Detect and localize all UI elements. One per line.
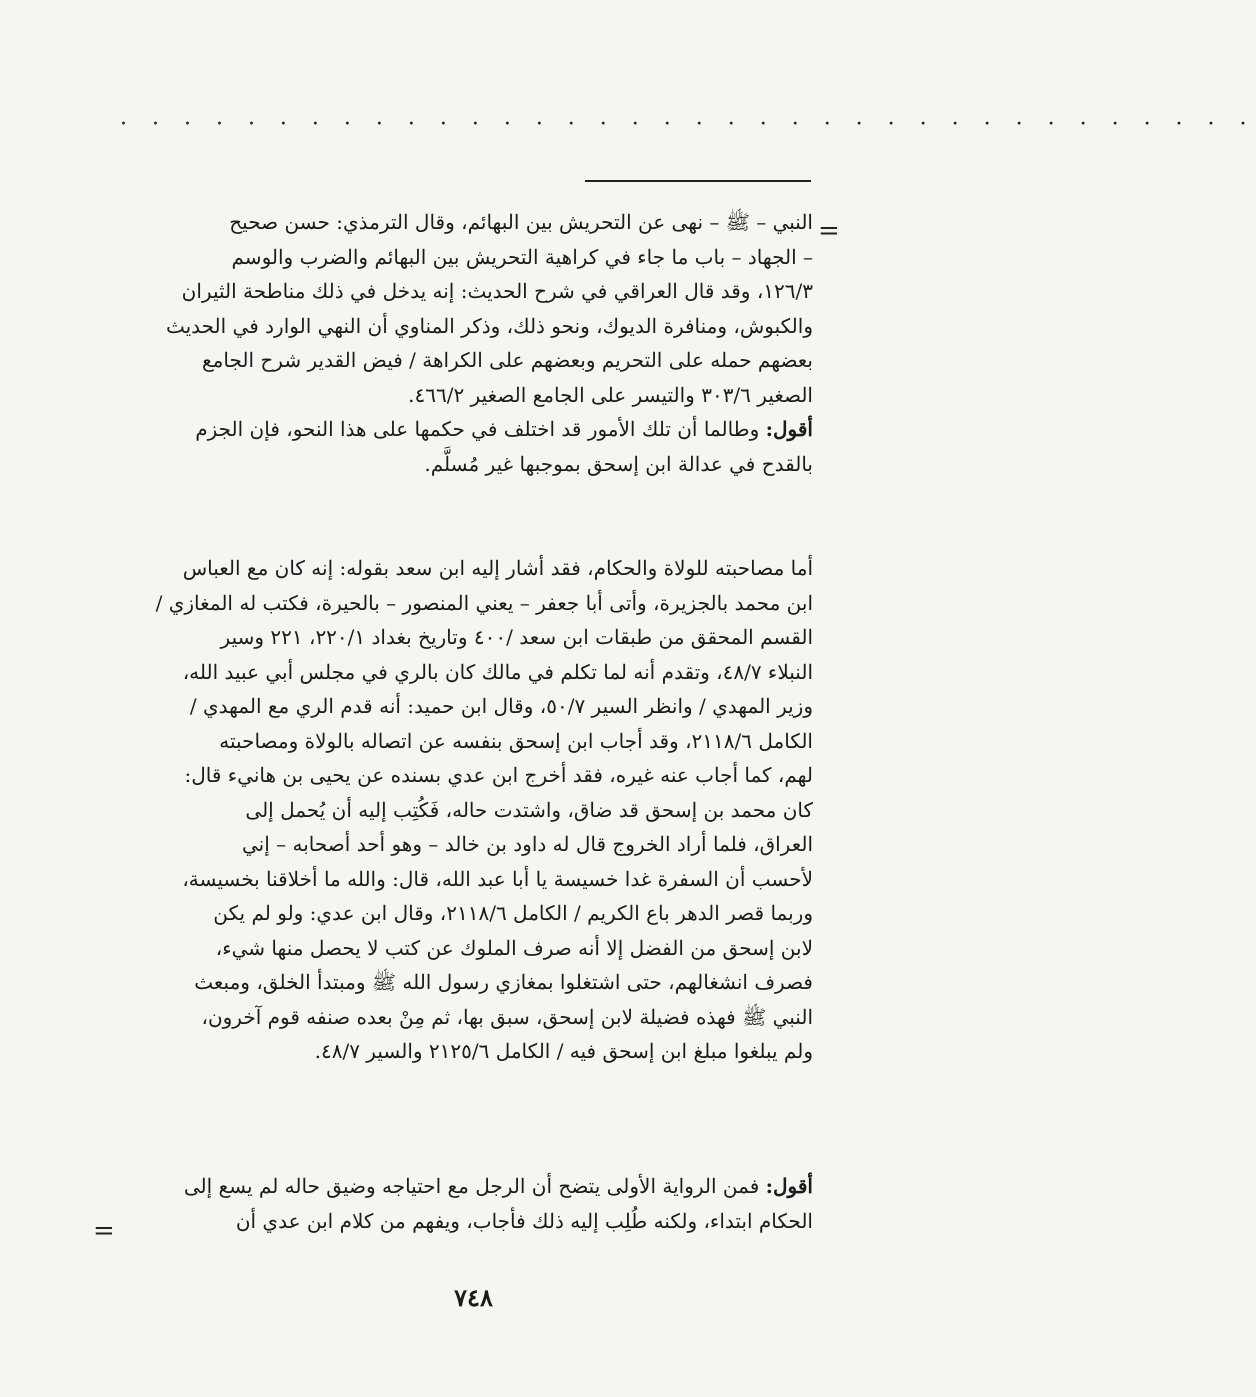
text-line: بالقدح في عدالة ابن إسحق بموجبها غير مُسلَّم.: [424, 451, 813, 476]
text-line: لابن إسحق من الفضل إلا أنه صرف الملوك عن كتب لا يحصل منها شيء،: [215, 935, 813, 960]
footnote-rule: [585, 180, 811, 182]
text-line: النبلاء ٤٨/٧، وتقدم أنه لما تكلم في مالك كان بالري في مجلس أبي عبيد الله،: [182, 659, 813, 684]
text-line: الحكام ابتداء، ولكنه طُلِب إليه ذلك فأجاب، ويفهم من كلام ابن عدي أن: [235, 1208, 813, 1233]
footnote-paragraph-3: [118, 1169, 813, 1238]
text-line: لهم، كما أجاب عنه غيره، فقد أخرج ابن عدي بسنده عن يحيى بن هانيء قال:: [184, 763, 813, 787]
continuation-mark-bottom: =: [93, 1216, 115, 1246]
opinion-text: وطالما أن تلك الأمور قد اختلف في حكمها على هذا النحو، فإن الجزم: [195, 417, 760, 441]
text-line: كان محمد بن إسحق قد ضاق، واشتدت حاله، فَكُتِب إليه أن يُحمل إلى: [245, 797, 813, 822]
text-line: بعضهم حمله على التحريم وبعضهم على الكراهة / فيض القدير شرح الجامع: [202, 348, 813, 372]
text-line: لأحسب أن السفرة غدا خسيسة يا أبا عبد الله، قال: والله ما أخلاقنا بخسيسة،: [182, 866, 813, 891]
text-line: وربما قصر الدهر باع الكريم / الكامل ٢١١٨/٦، وقال ابن عدي: ولو لم يكن: [213, 901, 813, 925]
text-line: النبي ﷺ فهذه فضيلة لابن إسحق، سبق بها، ثم مِنْ بعده صنفه قوم آخرون،: [201, 1004, 813, 1029]
text-line: الكامل ٢١١٨/٦، وقد أجاب ابن إسحق بنفسه عن اتصاله بالولاة ومصاحبته: [219, 728, 813, 753]
text-line: القسم المحقق من طبقات ابن سعد /٤٠٠ وتاريخ بغداد ٢٢٠/١، ٢٢١ وسير: [220, 625, 813, 649]
text-line: – الجهاد – باب ما جاء في كراهية التحريش بين البهائم والضرب والوسم: [231, 244, 813, 269]
text-line: وزير المهدي / وانظر السير ٥٠/٧، وقال ابن حميد: أنه قدم الري مع المهدي /: [189, 694, 813, 718]
opinion-line: [118, 412, 813, 447]
opinion-line: [118, 1169, 813, 1204]
opinion-label: أقول:: [765, 1174, 813, 1198]
opinion-text: فمن الرواية الأولى يتضح أن الرجل مع احتياجه وضيق حاله لم يسع إلى: [183, 1174, 760, 1198]
text-line: ابن محمد بالجزيرة، وأتى أبا جعفر – يعني المنصور – بالحيرة، فكتب له المغازي /: [155, 590, 813, 615]
opinion-label: أقول:: [765, 417, 813, 441]
page-number: ٧٤٨: [454, 1283, 493, 1312]
text-line: العراق، فلما أراد الخروج قال له داود بن خالد – وهو أحد أصحابه – إني: [242, 832, 813, 856]
dotted-separator: · · · · · · · · · · · · · · · · · · · · · · · · · · · · · · · · · · · ·: [120, 112, 1256, 137]
text-line: والكبوش، ومنافرة الديوك، ونحو ذلك، وذكر المناوي أن النهي الوارد في الحديث: [165, 313, 813, 338]
text-line: الصغير ٣٠٣/٦ والتيسر على الجامع الصغير ٤٦٦/٢.: [408, 382, 813, 407]
text-line: ١٢٦/٣، وقد قال العراقي في شرح الحديث: إنه يدخل في ذلك مناطحة الثيران: [181, 279, 813, 303]
continuation-mark-top: =: [818, 216, 840, 246]
text-line: النبي – ﷺ – نهى عن التحريش بين البهائم، وقال الترمذي: حسن صحيح: [229, 210, 813, 234]
footnote-paragraph-2: [118, 551, 813, 1069]
text-line: ولم يبلغوا مبلغ ابن إسحق فيه / الكامل ٢١٢٥/٦ والسير ٤٨/٧.: [314, 1039, 813, 1063]
text-line: أما مصاحبته للولاة والحكام، فقد أشار إليه ابن سعد بقوله: إنه كان مع العباس: [182, 556, 813, 580]
text-line: فصرف انشغالهم، حتى اشتغلوا بمغازي رسول الله ﷺ ومبتدأ الخلق، ومبعث: [194, 970, 813, 994]
footnote-paragraph-1: [118, 205, 813, 481]
